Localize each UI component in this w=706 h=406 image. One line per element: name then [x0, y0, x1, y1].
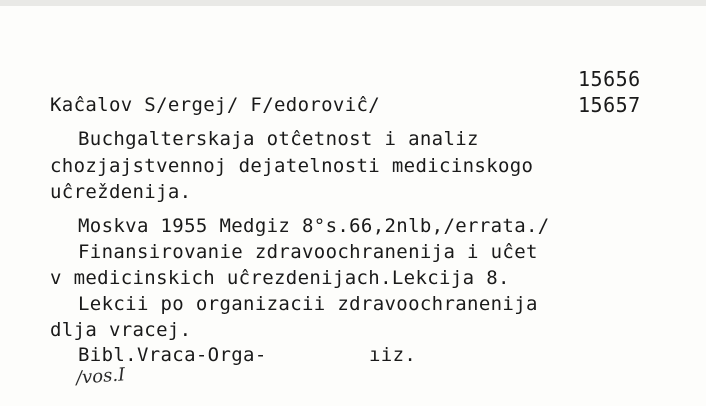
title-line-2: chozjajstvennoj dejatelnosti medicinskogo	[50, 155, 534, 177]
series-line-3: Lekcii po organizacii zdravoochranenija	[78, 293, 538, 315]
call-number-2: 15657	[578, 93, 641, 117]
author-line: Kaĉalov S/ergej/ F/edoroviĉ/	[50, 94, 381, 116]
call-number-1: 15656	[578, 67, 641, 91]
series-line-4: dlja vracej.	[50, 319, 192, 341]
subject-line-left: Bibl.Vraca-Orga-	[78, 344, 267, 366]
title-line-3: uĉreždenija.	[50, 181, 192, 203]
imprint-line: Moskva 1955 Medgiz 8°s.66,2nlb,/errata./	[78, 215, 550, 237]
series-line-2: v medicinskich uĉrezdenijach.Lekcija 8.	[50, 267, 510, 289]
subject-line-right: ıiz.	[369, 344, 417, 366]
card-edge	[0, 0, 706, 6]
title-line-1: Buchgalterskaja otĉetnost i analiz	[78, 128, 479, 150]
series-line-1: Finansirovanie zdravoochranenija i uĉet	[78, 241, 538, 263]
handwritten-note: /vos.I	[75, 364, 126, 389]
